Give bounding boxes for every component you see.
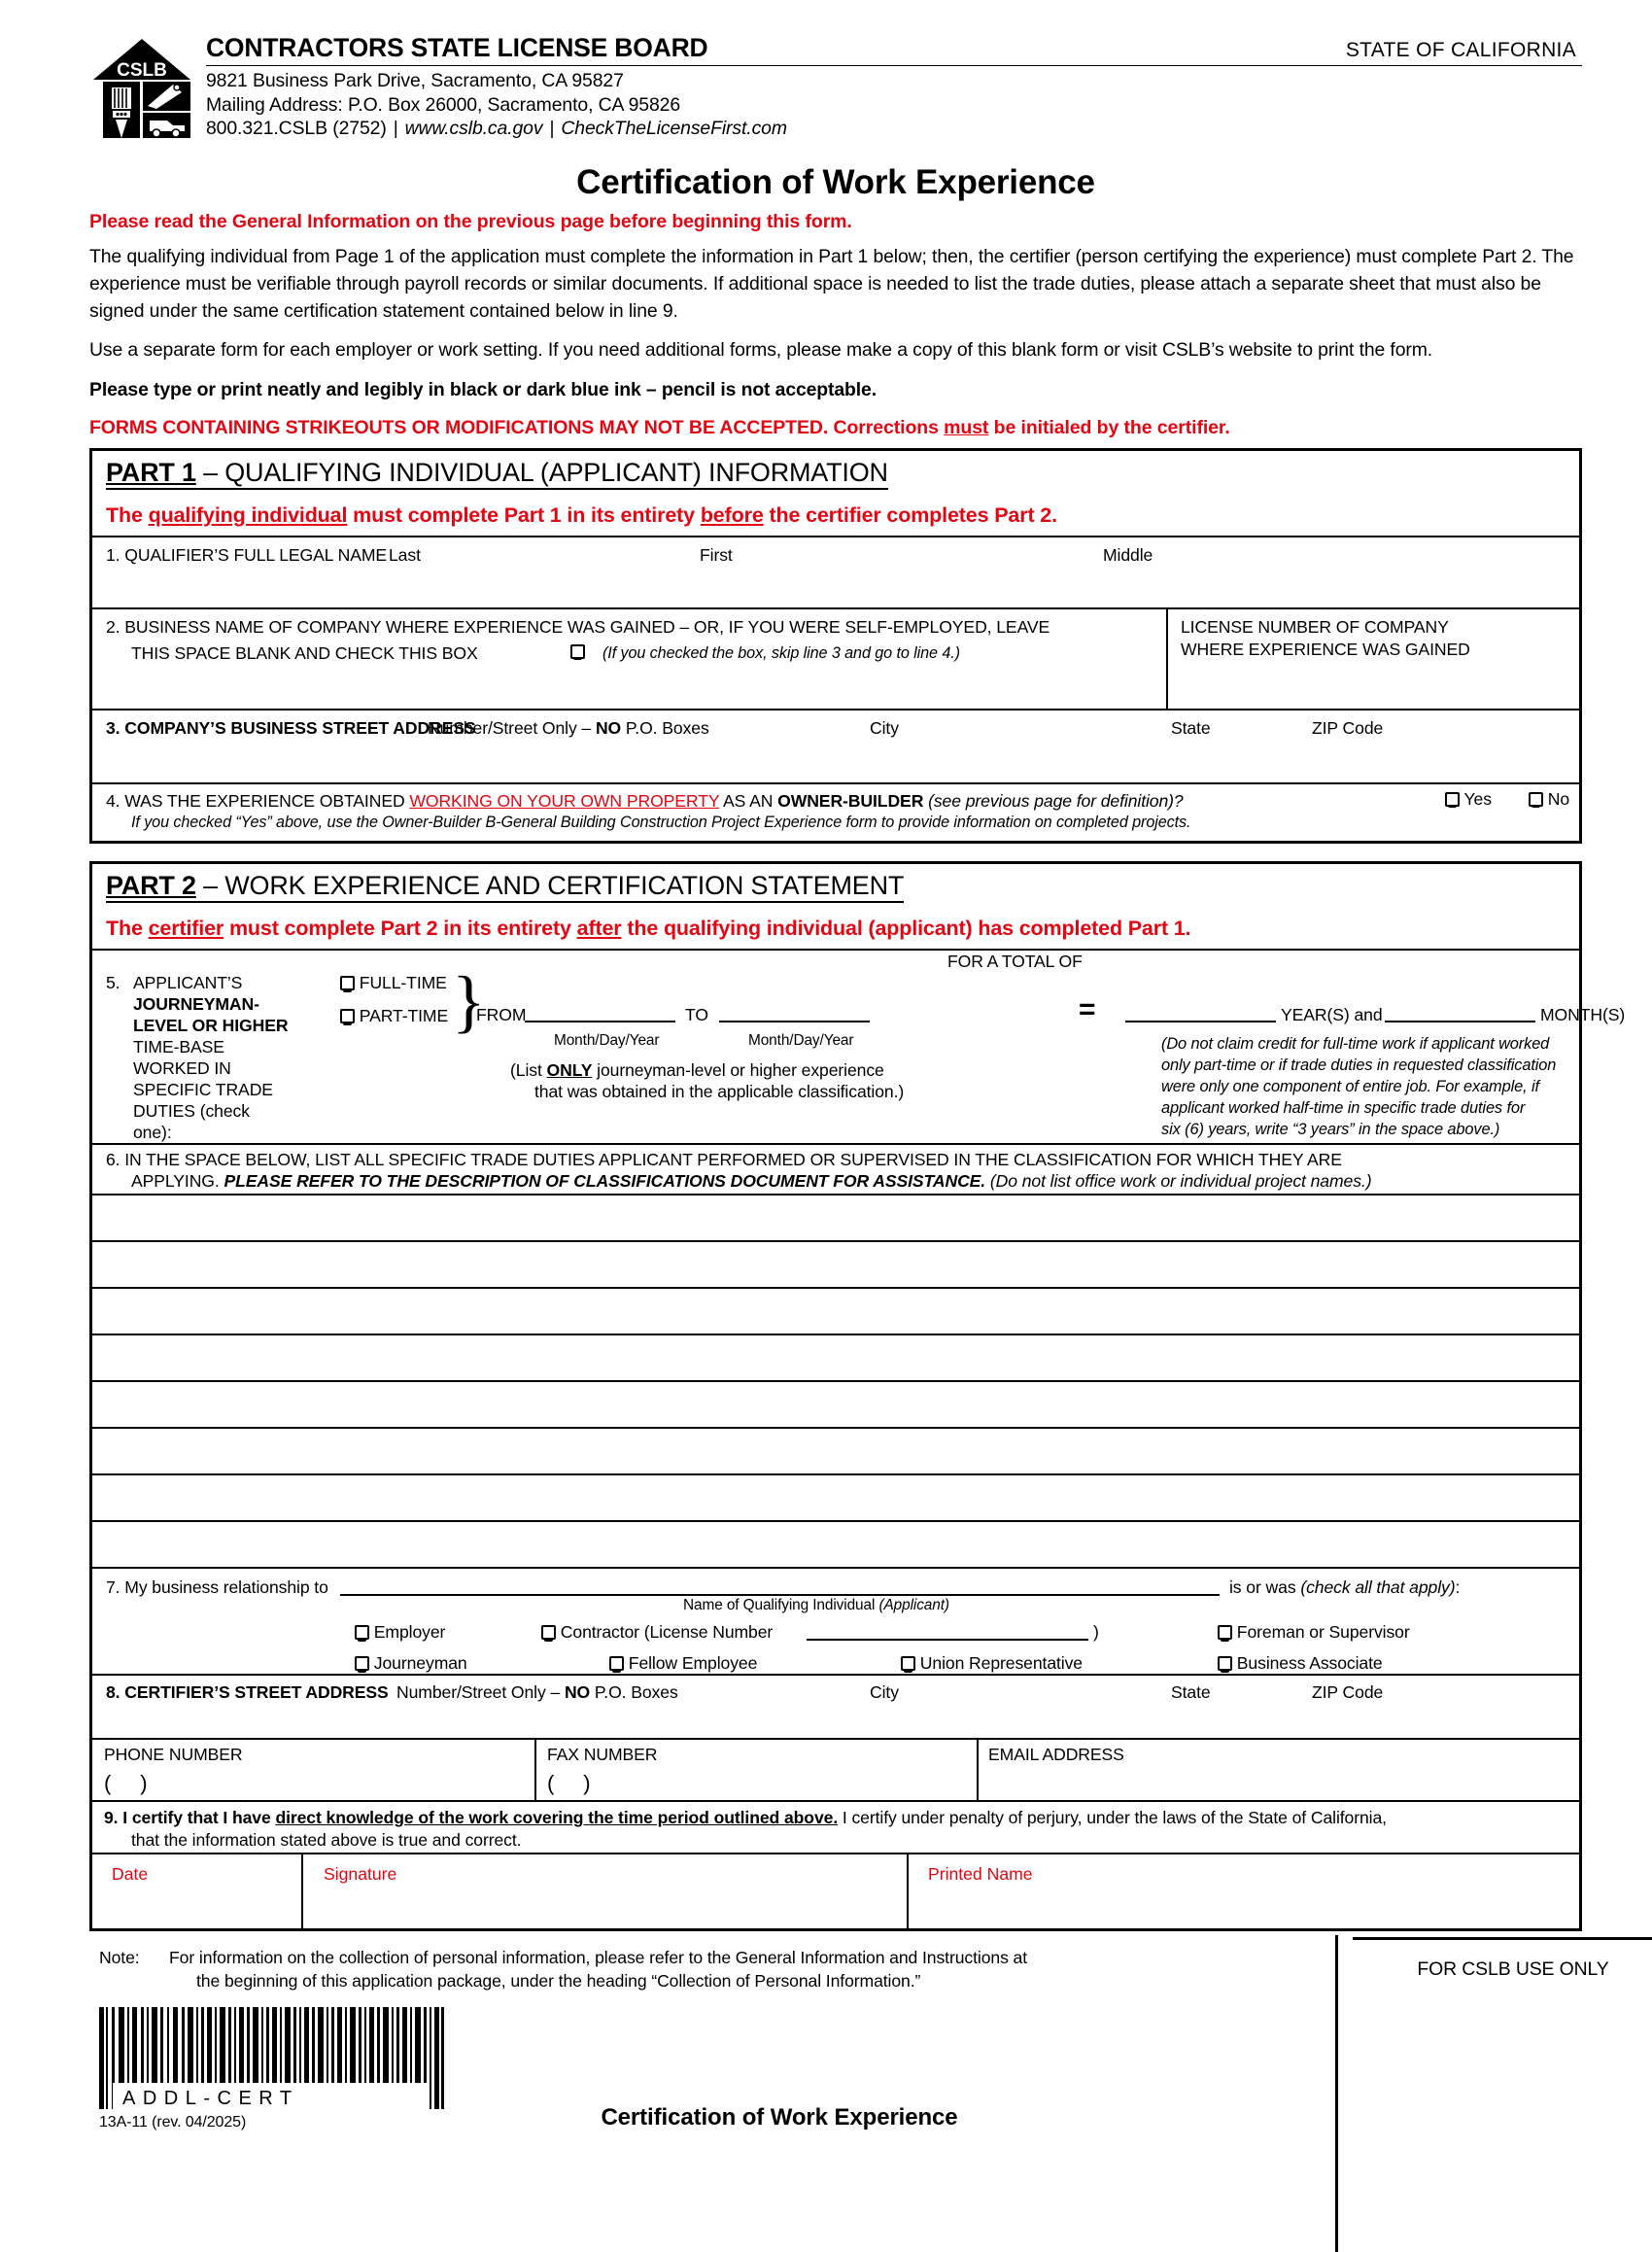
p2-sub-b: must complete Part 2 in its entirety [224,917,577,941]
barcode [99,2007,444,2114]
address-line-2: Mailing Address: P.O. Box 26000, Sacramento, CA 95826 [206,93,681,116]
qualifier-last-name-input[interactable] [384,565,685,602]
email-label: EMAIL ADDRESS [988,1745,1124,1765]
item7-c: (check all that apply) [1300,1577,1456,1598]
page-footer [89,1941,1609,2135]
relationship-label: Foreman or Supervisor [1236,1622,1410,1643]
contractor-paren-close: ) [1093,1622,1099,1643]
relationship-label: Contractor (License Number [560,1622,774,1643]
header-divider [206,65,1582,66]
item4-subnote: If you checked “Yes” above, use the Owner-Builder B-General Building Construction Project Experience form to provide information on completed projects. [131,813,1191,831]
item7-colon: : [1455,1577,1461,1598]
item3-sub-a: Number/Street Only – [428,717,596,738]
part-2-subtitle [92,911,1579,949]
credit-note-line5: six (6) years, write “3 years” in the space above.) [1161,1121,1500,1139]
relationship-label: Business Associate [1236,1653,1383,1674]
cslb-use-divider [1335,1935,1338,2252]
business-name-row [92,607,1579,709]
footer-note-line2: the beginning of this application package, under the heading “Collection of Personal Information.” [196,1971,921,1992]
checkbox-icon [570,644,585,659]
header-text-block [194,35,1582,141]
contact-line [206,117,1582,141]
item5-number: 5. [106,973,120,993]
p2-sub-u1: certifier [148,917,224,941]
printed-name-input[interactable] [918,1884,1521,1926]
item3-label-text: 3. COMPANY’S BUSINESS STREET ADDRESS [106,717,476,738]
paren-open: ( [104,1771,112,1796]
cslb-logo [89,37,194,142]
item5-line4: TIME-BASE [133,1037,224,1057]
barcode-text: ADDL-CERT [122,2088,299,2110]
item3-sub-label [428,717,709,740]
paren-close: ) [583,1771,591,1796]
footer-note-label: Note: [99,1948,140,1968]
email-input[interactable] [988,1767,1523,1798]
item8-sub-a: Number/Street Only – [396,1682,565,1703]
from-date-caption: Month/Day/Year [554,1032,660,1050]
list-only-b: ONLY [546,1060,593,1081]
item6-l2c: (Do not list office work or individual project names.) [985,1171,1372,1192]
item7-b: is or was [1229,1577,1301,1598]
part-time-label: PART-TIME [359,1006,449,1026]
full-time-label: FULL-TIME [359,973,447,993]
company-state-input[interactable] [1166,742,1302,780]
from-label: FROM [476,1005,527,1025]
company-street-input[interactable] [112,742,850,780]
phone-label: PHONE NUMBER [104,1745,243,1765]
to-date-input[interactable] [719,1021,870,1022]
certifier-state-input[interactable] [1166,1705,1302,1736]
item8-zip-label: ZIP Code [1312,1682,1384,1703]
to-date-caption: Month/Day/Year [748,1032,854,1050]
item8-sub-no: NO [564,1682,591,1703]
p2-sub-u2: after [576,917,622,941]
separator-2: | [549,118,555,140]
trade-duties-line-6[interactable] [92,1427,1579,1473]
item1-first-label: First [700,544,733,565]
cslb-logo-icon [89,37,194,142]
item9-b: I certify under penalty of perjury, under the laws of the State of California, [838,1808,1387,1828]
p2-sub-c: the qualifying individual (applicant) has completed Part 1. [621,917,1191,941]
certifier-address-row [92,1674,1579,1738]
trade-duties-line-7[interactable] [92,1473,1579,1520]
part-2-box [89,861,1626,1931]
p1-sub-u1: qualifying individual [148,502,348,527]
signature-label: Signature [324,1864,397,1885]
checkbox-icon [340,976,355,990]
item7-caption [683,1597,949,1614]
item2-line1-label: 2. BUSINESS NAME OF COMPANY WHERE EXPERIENCE WAS GAINED – OR, IF YOU WERE SELF-EMPLOYED, LEAVE [106,616,1050,637]
date-input[interactable] [102,1884,287,1926]
item7-label: 7. My business relationship to [106,1577,328,1598]
checkbox-icon [901,1656,915,1671]
intro-paragraph-2: Use a separate form for each employer or work setting. If you need additional forms, please make a copy of this blank form or visit CSLB’s website to print the form. [89,339,1432,362]
license-number-label-1: LICENSE NUMBER OF COMPANY [1181,616,1449,637]
fax-email-divider [977,1740,979,1800]
item8-city-label: City [870,1682,899,1703]
item4-underlined-red: WORKING ON YOUR OWN PROPERTY [409,790,720,811]
item1-last-label: Last [389,544,421,565]
page-header [89,35,1582,152]
item3-label [106,717,476,740]
certifier-city-input[interactable] [865,1705,1156,1736]
part-1-subtitle [92,498,1579,536]
part-1-header [92,451,1579,498]
item5-line2: JOURNEYMAN- [133,994,259,1015]
credit-note-line3: were only one component of entire job. For example, if [1161,1078,1539,1096]
item7-caption-b: (Applicant) [878,1597,949,1614]
fax-label: FAX NUMBER [547,1745,658,1765]
item7-caption-a: Name of Qualifying Individual [683,1597,879,1614]
paren-open: ( [547,1771,555,1796]
time-base-row [92,949,1626,1143]
checkbox-icon [340,1009,355,1023]
checkbox-icon [541,1625,556,1640]
credit-note-line4: applicant worked half-time in specific trade duties for [1161,1099,1526,1118]
relationship-fellow-employee-checkbox[interactable] [609,1653,757,1674]
p1-sub-u2: before [700,502,764,527]
checkbox-icon [1529,792,1543,807]
item6-l2b: PLEASE REFER TO THE DESCRIPTION OF CLASSIFICATIONS DOCUMENT FOR ASSISTANCE. [224,1171,986,1192]
item9-line1 [104,1807,1387,1829]
checkbox-icon [1218,1656,1232,1671]
owner-builder-yes-checkbox[interactable] [1445,788,1492,811]
qualifying-individual-name-input[interactable] [340,1594,1220,1596]
item8-label-text: 8. CERTIFIER’S STREET ADDRESS [106,1682,389,1703]
item8-sub-label [396,1681,678,1704]
item3-sub-no: NO [595,717,622,738]
footer-title: Certification of Work Experience [601,2104,958,2131]
checkbox-icon [355,1656,369,1671]
trade-duties-line-5[interactable] [92,1380,1579,1427]
owner-builder-row [92,782,1579,841]
part-1-heading: QUALIFYING INDIVIDUAL (APPLICANT) INFORMATION [224,457,888,487]
red-strikeouts-warning [89,417,1582,439]
website-link[interactable]: www.cslb.ca.gov [404,118,543,140]
fax-input[interactable] [547,1769,591,1797]
item8-state-label: State [1171,1682,1211,1703]
for-cslb-use-only: FOR CSLB USE ONLY [1417,1958,1609,1981]
yes-label: Yes [1463,788,1492,809]
checkbox-icon [609,1656,624,1671]
item4-italic: (see previous page for definition)? [923,790,1184,811]
certifier-street-input[interactable] [112,1705,850,1736]
total-of-label: FOR A TOTAL OF [947,952,1083,972]
months-label: MONTH(S) [1540,1005,1626,1025]
years-label: YEAR(S) and [1281,1005,1383,1025]
list-only-a: (List [510,1060,547,1081]
barcode-icon [99,2007,444,2109]
full-time-checkbox[interactable] [340,972,447,994]
phone-number: 800.321.CSLB (2752) [206,118,387,140]
cslb-use-topline [1353,1937,1652,1940]
trade-duties-line-2[interactable] [92,1240,1579,1287]
list-only-c: journeyman-level or higher experience [592,1060,884,1081]
item2-note: (If you checked the box, skip line 3 and go to line 4.) [602,643,960,662]
self-employed-checkbox[interactable] [570,644,585,662]
part-2-label: PART 2 [106,870,196,900]
svg-text:CSLB: CSLB [117,60,167,81]
qualifier-middle-name-input[interactable] [1098,565,1487,602]
phone-input[interactable] [104,1769,148,1797]
item4-bold: OWNER-BUILDER [777,790,924,811]
p1-sub-a: The [106,502,149,527]
relationship-foreman-checkbox[interactable] [1218,1622,1410,1643]
certification-statement-row [92,1800,1579,1853]
owner-builder-no-checkbox[interactable] [1529,788,1569,811]
trade-duties-line-4[interactable] [92,1334,1579,1380]
item9-underlined: direct knowledge of the work covering the time period outlined above. [275,1808,839,1828]
item1-middle-label: Middle [1103,544,1153,565]
from-date-input[interactable] [525,1021,675,1022]
warning-must: must [944,416,989,438]
item4-b: AS AN [719,790,778,811]
checkbox-icon [355,1625,369,1640]
list-only-line2: that was obtained in the applicable classification.) [534,1082,905,1102]
address-line-1: 9821 Business Park Drive, Sacramento, CA 95827 [206,70,624,91]
date-signature-divider [301,1854,303,1928]
credit-note-line2: only part-time or if trade duties in requested classification [1161,1057,1557,1075]
months-input[interactable] [1385,1021,1535,1022]
to-label: TO [685,1005,708,1025]
relationship-union-rep-checkbox[interactable] [901,1653,1083,1674]
item3-zip-label: ZIP Code [1312,717,1384,738]
signature-input[interactable] [314,1884,887,1926]
relationship-business-associate-checkbox[interactable] [1218,1653,1383,1674]
credit-note-line1: (Do not claim credit for full-time work if applicant worked [1161,1035,1550,1054]
part-1-box [89,448,1582,844]
intro-paragraph-3: Please type or print neatly and legibly in black or dark blue ink – pencil is not acceptable. [89,379,877,400]
item5-line8: one): [133,1123,172,1143]
item4-question [106,790,1184,813]
relationship-employer-checkbox[interactable] [355,1622,445,1643]
license-number-input[interactable] [1181,666,1531,705]
qualifier-first-name-input[interactable] [695,565,1084,602]
list-only-line1 [510,1059,884,1082]
part-2-heading: WORK EXPERIENCE AND CERTIFICATION STATEMENT [224,870,905,900]
relationship-label: Journeyman [373,1653,467,1674]
intro-paragraph-1: The qualifying individual from Page 1 of the application must complete the information in Part 1 below; then, the certifier (person certifying the experience) must complete Part 2. The experience must be verifiable through payroll records or similar documents. If additional space is needed to list the trade duties, please attach a separate sheet that must also be signed under the same certification statement contained below in line 9. [89,246,1574,322]
p1-sub-c: the certifier completes Part 2. [763,502,1057,527]
years-input[interactable] [1125,1021,1276,1022]
relationship-label: Union Representative [919,1653,1083,1674]
part-2-header [92,864,1579,911]
check-license-link[interactable]: CheckTheLicenseFirst.com [561,118,787,140]
item6-l2a: APPLYING. [131,1171,224,1192]
item6-line2 [131,1170,1371,1193]
equals-sign: = [1079,993,1096,1026]
phone-fax-divider [534,1740,536,1800]
item9-a: 9. I certify that I have [104,1808,276,1828]
item3-city-label: City [870,717,899,738]
item8-label [106,1681,389,1704]
page-title: Certification of Work Experience [576,163,1095,201]
item2-line2-label: THIS SPACE BLANK AND CHECK THIS BOX [131,642,478,663]
signature-row [92,1853,1579,1928]
part-1-label: PART 1 [106,457,196,487]
footer-note-line1: For information on the collection of personal information, please refer to the General Information and Instructions at [169,1948,1028,1968]
contact-info-row [92,1738,1579,1800]
red-read-notice: Please read the General Information on the previous page before beginning this form. [89,211,852,232]
certifier-zip-input[interactable] [1307,1705,1531,1736]
company-address-row [92,709,1579,782]
no-label: No [1547,788,1570,809]
p2-sub-a: The [106,917,149,941]
item5-line1: APPLICANT’S [133,973,243,993]
item5-line7: DUTIES (check [133,1101,250,1122]
state-of-california: STATE OF CALIFORNIA [1345,39,1576,61]
date-label: Date [112,1864,149,1885]
part-2-title [106,871,904,903]
item5-line5: WORKED IN [133,1058,231,1079]
brace-glyph: } [452,962,486,1041]
business-name-input[interactable] [112,670,1142,707]
p1-sub-b: must complete Part 1 in its entirety [347,502,701,527]
part-2-dash: – [195,870,225,900]
relationship-contractor-checkbox[interactable] [541,1622,773,1643]
item6-line1: 6. IN THE SPACE BELOW, LIST ALL SPECIFIC TRADE DUTIES APPLICANT PERFORMED OR SUPERVISED IN THE CLASSIFICATION FOR WHICH THEY ARE [106,1150,1342,1170]
item7-tail [1229,1576,1460,1599]
business-relationship-row [92,1567,1579,1674]
relationship-label: Employer [373,1622,446,1643]
item3-state-label: State [1171,717,1211,738]
paren-close: ) [140,1771,148,1796]
checkbox-icon [1445,792,1460,807]
company-city-input[interactable] [865,742,1156,780]
separator-1: | [393,118,398,140]
item4-a: 4. WAS THE EXPERIENCE OBTAINED [106,790,410,811]
warning-part-b: be initialed by the certifier. [988,416,1230,438]
contractor-license-number-input[interactable] [807,1639,1088,1641]
item3-sub-b: P.O. Boxes [621,717,709,738]
relationship-label: Fellow Employee [628,1653,758,1674]
item8-sub-b: P.O. Boxes [590,1682,678,1703]
item5-line3: LEVEL OR HIGHER [133,1016,289,1036]
form-number: 13A-11 (rev. 04/2025) [99,2114,247,2131]
trade-duties-instruction-row [92,1143,1579,1194]
qualifier-name-row [92,536,1579,607]
checkbox-icon [1218,1625,1232,1640]
company-zip-input[interactable] [1307,742,1531,780]
warning-part-a: FORMS CONTAINING STRIKEOUTS OR MODIFICATIONS MAY NOT BE ACCEPTED. Corrections [89,416,945,438]
trade-duties-line-3[interactable] [92,1287,1579,1334]
relationship-journeyman-checkbox[interactable] [355,1653,467,1674]
trade-duties-line-1[interactable] [92,1194,1579,1240]
signature-printed-divider [907,1854,909,1928]
part-time-checkbox[interactable] [340,1005,448,1027]
item1-label: 1. QUALIFIER’S FULL LEGAL NAME [106,544,388,565]
part-1-title [106,458,888,490]
part-1-dash: – [195,457,225,487]
item9-line2: that the information stated above is true and correct. [131,1830,522,1851]
license-number-label-2: WHERE EXPERIENCE WAS GAINED [1181,639,1470,659]
item5-line6: SPECIFIC TRADE [133,1080,273,1100]
trade-duties-line-8[interactable] [92,1520,1579,1567]
printed-name-label: Printed Name [928,1864,1033,1885]
organization-name: CONTRACTORS STATE LICENSE BOARD [206,33,708,62]
